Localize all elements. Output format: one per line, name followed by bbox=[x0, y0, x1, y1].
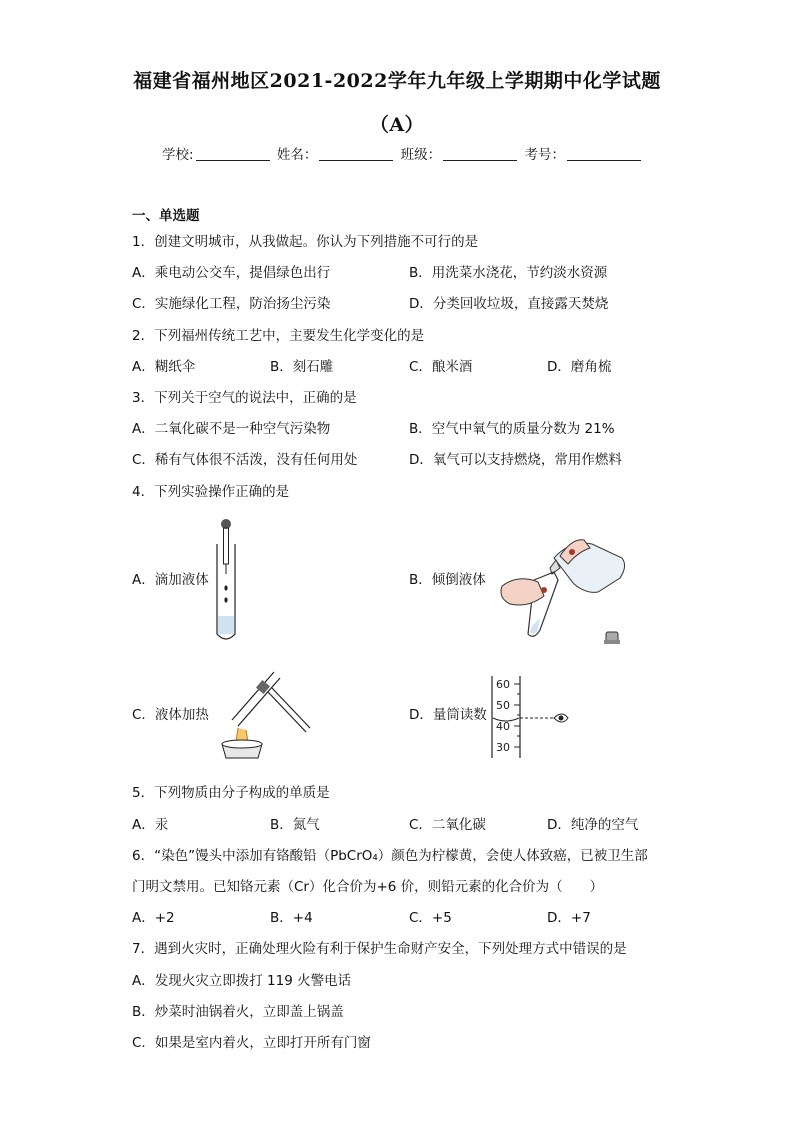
question-2-stem: 2．下列福州传统工艺中，主要发生化学变化的是 bbox=[132, 328, 425, 344]
q7-option-c: C．如果是室内着火，立即打开所有门窗 bbox=[132, 1035, 371, 1051]
q4-option-c: C．液体加热 bbox=[132, 707, 209, 723]
question-4-stem: 4．下列实验操作正确的是 bbox=[132, 484, 290, 500]
q2-option-c: C．酿米酒 bbox=[409, 359, 473, 375]
scale-label-60: 60 bbox=[496, 678, 510, 691]
number-label: 考号： bbox=[524, 147, 565, 163]
q3-option-c: C．稀有气体很不活泼，没有任何用处 bbox=[132, 452, 358, 468]
question-5-stem: 5．下列物质由分子构成的单质是 bbox=[132, 785, 330, 801]
q3-option-d: D．氧气可以支持燃烧，常用作燃料 bbox=[409, 452, 622, 468]
name-field[interactable] bbox=[319, 146, 393, 161]
pouring-liquid-figure bbox=[494, 518, 632, 656]
q5-option-b: B．氮气 bbox=[270, 817, 320, 833]
scale-label-50: 50 bbox=[496, 699, 510, 712]
graduated-cylinder-figure bbox=[490, 674, 574, 760]
exam-title: 福建省福州地区2021-2022学年九年级上学期期中化学试题 bbox=[133, 70, 661, 92]
question-1-stem: 1．创建文明城市，从我做起。你认为下列措施不可行的是 bbox=[132, 234, 479, 250]
class-label: 班级： bbox=[400, 147, 442, 163]
student-info-row bbox=[162, 146, 644, 164]
q1-option-b: B．用洗菜水浇花，节约淡水资源 bbox=[409, 265, 608, 281]
school-label: 学校: bbox=[162, 147, 194, 163]
q6-option-b: B．+4 bbox=[270, 910, 313, 926]
q5-option-c: C．二氧化碳 bbox=[409, 817, 486, 833]
exam-title-suffix: （A） bbox=[369, 114, 425, 136]
q6-option-a: A．+2 bbox=[132, 910, 175, 926]
q3-option-b: B．空气中氧气的质量分数为 21% bbox=[409, 421, 615, 437]
number-field[interactable] bbox=[567, 146, 641, 161]
q1-option-d: D．分类回收垃圾，直接露天焚烧 bbox=[409, 296, 609, 312]
class-field[interactable] bbox=[443, 146, 517, 161]
q1-option-c: C．实施绿化工程，防治扬尘污染 bbox=[132, 296, 331, 312]
q5-option-a: A．汞 bbox=[132, 817, 169, 833]
question-7-stem: 7．遇到火灾时，正确处理火险有利于保护生命财产安全，下列处理方式中错误的是 bbox=[132, 941, 627, 957]
section-heading: 一、单选题 bbox=[132, 208, 200, 224]
q2-option-d: D．磨角梳 bbox=[547, 359, 612, 375]
heating-liquid-figure bbox=[212, 664, 312, 760]
school-field[interactable] bbox=[196, 146, 270, 161]
q1-option-a: A．乘电动公交车，提倡绿色出行 bbox=[132, 265, 331, 281]
q7-option-a: A．发现火灾立即拨打 119 火警电话 bbox=[132, 973, 352, 989]
question-6-stem: 6．“染色”馒头中添加有铬酸铅（PbCrO₄）颜色为柠檬黄，会使人体致癌，已被卫生部 bbox=[132, 848, 648, 864]
q3-option-a: A．二氧化碳不是一种空气污染物 bbox=[132, 421, 331, 437]
scale-label-30: 30 bbox=[496, 741, 510, 754]
q2-option-b: B．刻石雕 bbox=[270, 359, 334, 375]
q4-option-b: B．倾倒液体 bbox=[409, 572, 486, 588]
q5-option-d: D．纯净的空气 bbox=[547, 817, 639, 833]
q4-option-a: A．滴加液体 bbox=[132, 572, 209, 588]
scale-label-40: 40 bbox=[496, 720, 510, 733]
question-3-stem: 3．下列关于空气的说法中，正确的是 bbox=[132, 390, 357, 406]
q6-option-c: C．+5 bbox=[409, 910, 452, 926]
dropper-test-tube-figure bbox=[206, 518, 246, 644]
question-6-stem-continued: 门明文禁用。已知铬元素（Cr）化合价为+6 价，则铅元素的化合价为（ ） bbox=[132, 879, 604, 895]
q2-option-a: A．糊纸伞 bbox=[132, 359, 196, 375]
q7-option-b: B．炒菜时油锅着火，立即盖上锅盖 bbox=[132, 1004, 344, 1020]
q4-option-d: D．量筒读数 bbox=[409, 707, 487, 723]
q6-option-d: D．+7 bbox=[547, 910, 591, 926]
name-label: 姓名： bbox=[276, 147, 318, 163]
